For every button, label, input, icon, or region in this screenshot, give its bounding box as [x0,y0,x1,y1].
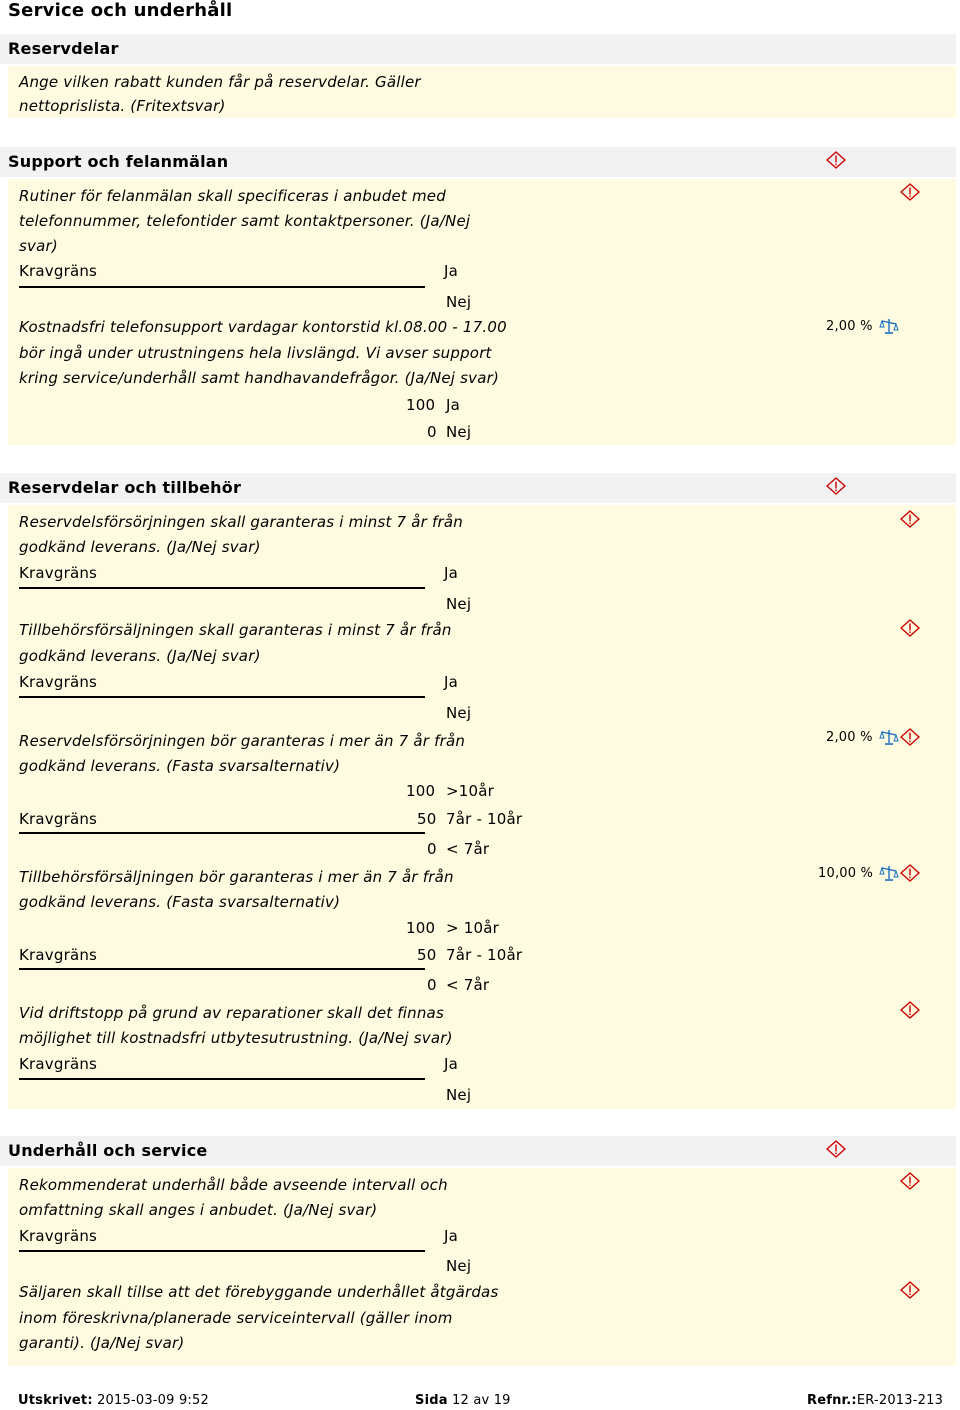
warning-icon [900,1172,920,1190]
answer-line[interactable] [19,696,425,698]
answer-option-ja[interactable]: Ja [444,1055,459,1073]
answer-option-nej[interactable]: Nej [446,423,472,441]
option-score: 100 [406,396,436,414]
question-text: Vid driftstopp på grund av reparationer skall det finnas [19,1004,444,1022]
question-text: inom föreskrivna/planerade serviceintervall (gäller inom [19,1309,453,1327]
threshold-label: Kravgräns [19,1055,98,1073]
question-text: Ange vilken rabatt kunden får på reservdelar. Gäller [19,73,421,91]
question-text: svar) [19,237,58,255]
footer-printed [18,1393,209,1408]
answer-line[interactable] [19,1250,425,1252]
footer-page-label: Sida [415,1393,448,1408]
section-header-reservdelar [0,34,956,64]
answer-option-nej[interactable]: Nej [446,704,472,722]
answer-option-nej[interactable]: Nej [446,293,472,311]
option-score: 50 [417,810,437,828]
scale-icon [879,864,899,882]
answer-line[interactable] [19,968,425,970]
answer-line[interactable] [19,286,425,288]
answer-option-ja[interactable]: Ja [444,262,459,280]
threshold-label: Kravgräns [19,673,98,691]
answer-option-ja[interactable]: Ja [444,564,459,582]
question-text: kring service/underhåll samt handhavandefrågor. (Ja/Nej svar) [19,369,500,387]
warning-icon [900,1001,920,1019]
question-text: Reservdelsförsörjningen skall garanteras i minst 7 år från [19,513,463,531]
answer-option-ja[interactable]: Ja [446,396,461,414]
answer-option[interactable]: 7år - 10år [446,946,523,964]
warning-icon [900,183,920,201]
footer-ref-value: ER-2013-213 [856,1393,944,1408]
answer-option[interactable]: < 7år [446,976,490,994]
page-title: Service och underhåll [8,0,233,21]
footer-ref [807,1393,943,1408]
question-text: telefonnummer, telefontider samt kontaktpersoner. (Ja/Nej [19,212,471,230]
section-header-support [0,147,956,177]
footer-ref-label: Refnr.: [807,1393,857,1408]
weight-percent: 10,00 % [818,866,874,881]
question-text: godkänd leverans. (Fasta svarsalternativ) [19,893,341,911]
scale-icon [879,317,899,335]
question-text: godkänd leverans. (Fasta svarsalternativ) [19,757,341,775]
answer-option-nej[interactable]: Nej [446,1257,472,1275]
warning-icon [900,864,920,882]
warning-icon [900,1281,920,1299]
question-text: Tillbehörsförsäljningen bör garanteras i mer än 7 år från [19,868,454,886]
footer-printed-value: 2015-03-09 9:52 [97,1393,209,1408]
question-text: Kostnadsfri telefonsupport vardagar kontorstid kl.08.00 - 17.00 [19,318,507,336]
answer-option-nej[interactable]: Nej [446,595,472,613]
threshold-label: Kravgräns [19,946,98,964]
option-score: 100 [406,782,436,800]
question-text: möjlighet till kostnadsfri utbytesutrustning. (Ja/Nej svar) [19,1029,453,1047]
question-text: godkänd leverans. (Ja/Nej svar) [19,538,261,556]
question-text: Reservdelsförsörjningen bör garanteras i mer än 7 år från [19,732,466,750]
footer-page [415,1393,511,1408]
section-header-tillbehor [0,473,956,503]
warning-icon [826,151,846,169]
section-title: Underhåll och service [8,1141,208,1160]
option-score: 0 [427,976,437,994]
answer-option[interactable]: < 7år [446,840,490,858]
answer-option-ja[interactable]: Ja [444,1227,459,1245]
threshold-label: Kravgräns [19,810,98,828]
answer-option[interactable]: 7år - 10år [446,810,523,828]
answer-option[interactable]: >10år [446,782,495,800]
option-score: 0 [427,423,437,441]
section-title: Support och felanmälan [8,152,229,171]
answer-line[interactable] [19,587,425,589]
warning-icon [900,728,920,746]
answer-option-ja[interactable]: Ja [444,673,459,691]
question-text: nettoprislista. (Fritextsvar) [19,97,226,115]
answer-option-nej[interactable]: Nej [446,1086,472,1104]
section-header-underhall [0,1136,956,1166]
answer-line[interactable] [19,1078,425,1080]
section-title: Reservdelar [8,39,119,58]
warning-icon [900,510,920,528]
option-score: 100 [406,919,436,937]
question-text: bör ingå under utrustningens hela livslängd. Vi avser support [19,344,492,362]
question-text: Tillbehörsförsäljningen skall garanteras i minst 7 år från [19,621,452,639]
question-text: Rekommenderat underhåll både avseende intervall och [19,1176,448,1194]
question-text: Säljaren skall tillse att det förebyggande underhållet åtgärdas [19,1283,499,1301]
warning-icon [826,1140,846,1158]
weight-percent: 2,00 % [826,730,873,745]
answer-option[interactable]: > 10år [446,919,499,937]
question-text: omfattning skall anges i anbudet. (Ja/Nej svar) [19,1201,378,1219]
section-title: Reservdelar och tillbehör [8,478,242,497]
warning-icon [826,477,846,495]
weight-percent: 2,00 % [826,319,873,334]
warning-icon [900,619,920,637]
footer-printed-label: Utskrivet: [18,1393,93,1408]
threshold-label: Kravgräns [19,564,98,582]
question-text: Rutiner för felanmälan skall specificeras i anbudet med [19,187,446,205]
option-score: 0 [427,840,437,858]
option-score: 50 [417,946,437,964]
footer-page-value: 12 av 19 [452,1393,511,1408]
threshold-label: Kravgräns [19,1227,98,1245]
scale-icon [879,728,899,746]
question-text: godkänd leverans. (Ja/Nej svar) [19,647,261,665]
threshold-label: Kravgräns [19,262,98,280]
answer-line[interactable] [19,832,425,834]
question-text: garanti). (Ja/Nej svar) [19,1334,185,1352]
